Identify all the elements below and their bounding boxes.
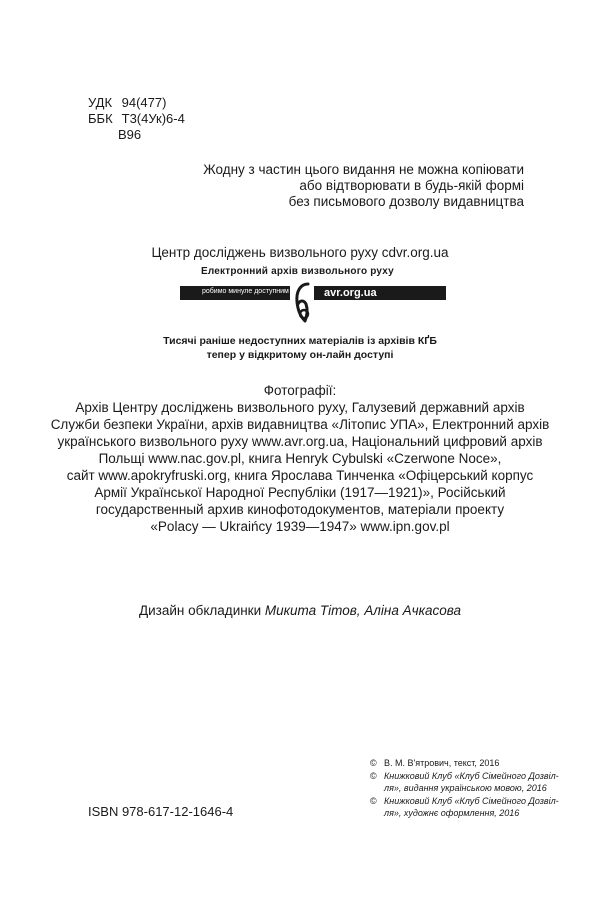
photo-credits-heading: Фотографії: bbox=[263, 383, 337, 398]
copyright-symbol: © bbox=[370, 795, 377, 806]
photo-credits-line: Архів Центру досліджень визвольного руху, Галузевий державний архів bbox=[75, 400, 525, 415]
udk-value: 94(477) bbox=[121, 95, 167, 110]
classification-block bbox=[88, 95, 185, 143]
bbk-value: Т3(4Ук)6-4 bbox=[121, 111, 185, 126]
copyright-edition-cont: ля», видання українською мовою, 2016 bbox=[384, 783, 547, 794]
notice-line: без письмового дозволу видавництва bbox=[288, 194, 524, 209]
photo-credits-line: Служби безпеки України, архів видавництва «Літопис УПА», Електронний архів bbox=[50, 417, 550, 432]
copyright-author: В. М. В'ятрович, текст, 2016 bbox=[384, 758, 500, 768]
bbk-row bbox=[88, 111, 185, 127]
isbn: ISBN 978-617-12-1646-4 bbox=[88, 804, 234, 819]
cover-design-names: Микита Тітов, Аліна Ачкасова bbox=[264, 603, 461, 618]
archive-logo bbox=[176, 266, 446, 326]
tagline-line: Тисячі раніше недоступних матеріалів із архівів КҐБ bbox=[163, 335, 437, 347]
photo-credits-line: Армії Української Народної Республіки (1917—1921)», Російський bbox=[94, 485, 506, 500]
notice-line: або відтворювати в будь-якій формі bbox=[299, 178, 524, 193]
bbk-label: ББК bbox=[88, 111, 113, 126]
photo-credits-line: сайт www.apokryfruski.org, книга Ярослава Тинченка «Офіцерський корпус bbox=[66, 468, 534, 483]
reproduction-notice bbox=[100, 162, 524, 210]
author-code-row bbox=[88, 127, 185, 143]
photo-credits-line: Польщі www.nac.gov.pl, книга Henryk Cybulski «Czerwone Noce», bbox=[98, 451, 502, 466]
copyright-symbol: © bbox=[370, 770, 377, 781]
logo-slogan: робимо минуле доступним bbox=[202, 288, 289, 295]
cover-design-label: Дизайн обкладинки bbox=[139, 603, 262, 618]
photo-credits-line: українського визвольного руху www.avr.org.ua, Національний цифровий архів bbox=[57, 434, 543, 449]
copyright-edition: Книжковий Клуб «Клуб Сімейного Дозвіл- bbox=[384, 770, 559, 781]
notice-line: Жодну з частин цього видання не можна копіювати bbox=[203, 162, 524, 177]
photo-credits-line: «Polacy — Ukraińcy 1939—1947» www.ipn.gov.pl bbox=[150, 519, 450, 534]
cover-design-credit bbox=[0, 603, 600, 618]
photo-credits-line: государственный архив кинофотодокументов, матеріали проекту bbox=[95, 502, 505, 517]
copyright-symbol: © bbox=[370, 758, 377, 768]
logo-url: avr.org.ua bbox=[324, 287, 377, 299]
copyright-design: Книжковий Клуб «Клуб Сімейного Дозвіл- bbox=[384, 795, 559, 806]
archive-tagline bbox=[0, 334, 600, 362]
tagline-line: тепер у відкритому он-лайн доступі bbox=[206, 349, 394, 361]
logo-title: Електронний архів визвольного руху bbox=[201, 266, 394, 277]
copyright-block bbox=[370, 757, 559, 820]
copyright-row bbox=[370, 795, 559, 808]
copyright-design-cont: ля», художнє оформлення, 2016 bbox=[384, 808, 520, 819]
author-code: В96 bbox=[118, 127, 142, 142]
copyright-row bbox=[370, 770, 559, 783]
research-center-line: Центр досліджень визвольного руху cdvr.org.ua bbox=[151, 245, 449, 260]
archive-mark-icon bbox=[292, 280, 314, 324]
copyright-row bbox=[370, 757, 559, 770]
udk-label: УДК bbox=[88, 95, 113, 110]
photo-credits bbox=[0, 382, 600, 535]
udk-row bbox=[88, 95, 185, 111]
